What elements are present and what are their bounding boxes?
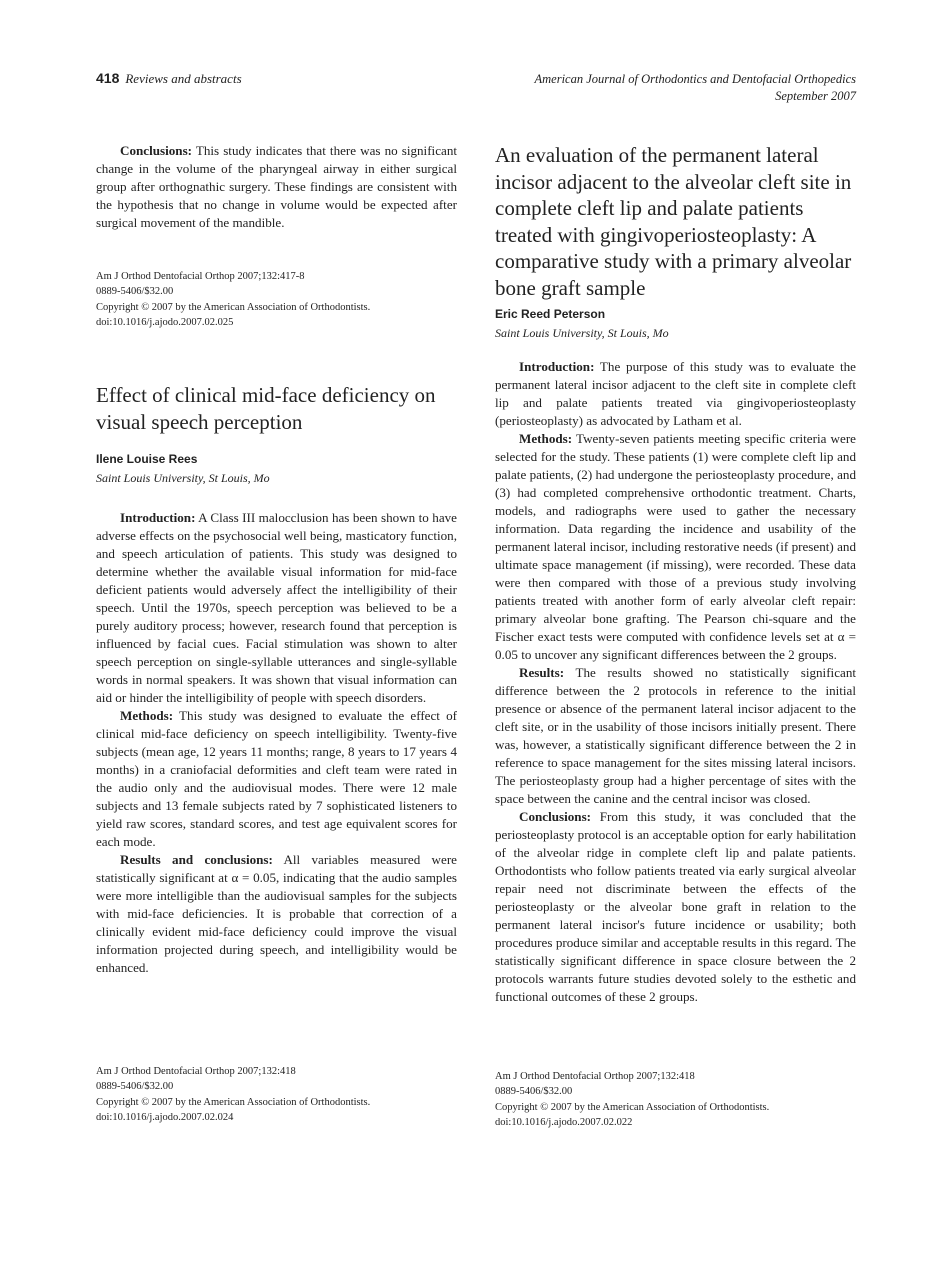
article1-affiliation: Saint Louis University, St Louis, Mo <box>96 471 270 485</box>
article2-copyright: Copyright © 2007 by the American Association of Orthodontists. <box>495 1101 770 1113</box>
article1-footer <box>96 1064 457 1126</box>
prev-citation: Am J Orthod Dentofacial Orthop 2007;132:417-8 <box>96 271 305 282</box>
article1-abstract <box>96 509 457 977</box>
prev-issn: 0889-5406/$32.00 <box>96 286 174 298</box>
article1-methods-label: Methods: <box>120 708 174 723</box>
article2-conclusions-label: Conclusions: <box>519 809 592 824</box>
journal-name: American Journal of Orthodontics and Dentofacial Orthopedics <box>534 72 856 86</box>
article1-intro-label: Introduction: <box>120 510 196 525</box>
article2-intro-paragraph <box>495 358 856 430</box>
article2-methods-label: Methods: <box>519 431 573 446</box>
running-header-right <box>535 71 857 105</box>
article1-copyright: Copyright © 2007 by the American Association of Orthodontists. <box>96 1096 371 1108</box>
article1-results-paragraph <box>96 851 457 977</box>
article2-doi: doi:10.1016/j.ajodo.2007.02.022 <box>495 1117 633 1129</box>
prev-conclusions-label: Conclusions: <box>120 143 193 158</box>
article2-affiliation: Saint Louis University, St Louis, Mo <box>495 326 669 340</box>
article2-footer <box>495 1069 856 1131</box>
article1-citation: Am J Orthod Dentofacial Orthop 2007;132:418 <box>96 1066 296 1077</box>
article2-results-text: The results showed no statistically significant difference between the 2 protocols in reference to the initial presence or absence of the permanent lateral incisor adjacent to the cleft site, or in the usability of those incisors initially present. There was, however, a statistically significant difference between the 2 in reference to space management for the sites missing lateral incisors. The periosteoplasty group had a higher percentage of sites with the space between the canine and the central incisor was closed. <box>495 665 856 806</box>
article1-methods-text: This study was designed to evaluate the effect of clinical mid-face deficiency on speech intelligibility. Twenty-five subjects (mean age, 12 years 11 months; range, 8 years to 17 years 4 months) in a craniofacial deformities and cleft team were rated in the audio only and the audiovisual modes. There were 12 male subjects and 13 female subjects rated by 7 sophisticated listeners to yield raw scores, standard scores, and test age equivalent scores for each mode. <box>96 708 457 849</box>
article1-author: Ilene Louise Rees <box>96 452 198 466</box>
prev-doi: doi:10.1016/j.ajodo.2007.02.025 <box>96 317 234 329</box>
article2-results-label: Results: <box>519 665 565 680</box>
article2-citation: Am J Orthod Dentofacial Orthop 2007;132:418 <box>495 1071 695 1082</box>
article2-intro-text: The purpose of this study was to evaluate the permanent lateral incisor adjacent to the cleft site in complete cleft lip and palate patients treated via gingivoperiosteoplasty (periosteoplasty) as advocated by Latham et al. <box>495 359 856 428</box>
article1-issn: 0889-5406/$32.00 <box>96 1081 174 1093</box>
running-header-left <box>96 70 242 87</box>
article1-intro-text: A Class III malocclusion has been shown to have adverse effects on the psychosocial well being, masticatory function, and speech articulation of patients. This study was designed to determine whether the available visual information for mid-face deficient patients would adversely affect the intelligibility of their speech. Until the 1970s, speech perception was believed to be a purely auditory process; however, research found that perception is influenced by facial cues. Facial stimulation was shown to alter speech perception on single-syllable utterances and single-syllable words in normal speakers. It was shown that visual information can aid or hinder the intelligibility of people with speech disorders. <box>96 510 457 705</box>
article2-title: An evaluation of the permanent lateral incisor adjacent to the alveolar cleft site in complete cleft lip and palate patients treated with gingivoperiosteoplasty: A comparative study with a primary alveolar bone graft sample <box>495 143 852 300</box>
article2-methods-paragraph <box>495 430 856 664</box>
prev-conclusions-paragraph <box>96 142 457 232</box>
issue-date: September 2007 <box>775 89 856 103</box>
article2-intro-label: Introduction: <box>519 359 595 374</box>
article1-intro-paragraph <box>96 509 457 707</box>
prev-conclusions-text: This study indicates that there was no significant change in the volume of the pharyngeal airway in either surgical group after orthognathic surgery. These findings are consistent with the hypothesis that no change in volume would be expected after surgical movement of the mandible. <box>96 143 457 230</box>
article2-conclusions-text: From this study, it was concluded that the periosteoplasty protocol is an acceptable option for early habilitation of the alveolar ridge in complete cleft lip and palate patients. Orthodontists who follow patients treated via early surgical alveolar repair need not discriminate between the effects of the periosteoplasty or the alveolar bone graft in relation to the permanent lateral incisor's future incidence or usability; both procedures produce similar and acceptable results in this regard. The statistically significant difference in space closure between the 2 protocols warrants future studies devoted solely to the esthetic and functional outcomes of these 2 groups. <box>495 809 856 1004</box>
article2-conclusions-paragraph <box>495 808 856 1006</box>
prev-copyright: Copyright © 2007 by the American Association of Orthodontists. <box>96 301 371 313</box>
article2-methods-text: Twenty-seven patients meeting specific criteria were selected for the study. These patients (1) were complete cleft lip and palate patients, (2) had undergone the periosteoplasty procedure, and (3) had completed comprehensive orthodontic treatment. Charts, models, and radiographs were used to gather the necessary information. Data regarding the incidence and usability of the permanent lateral incisor, including restorative needs (if present) and ultimate space management (if missing), were recorded. These data were then compared with those of a previous study involving patients treated with another form of early alveolar cleft repair: primary alveolar bone grafting. The Pearson chi-square and the Fischer exact tests were computed with confidence levels set at α = 0.05 to uncover any significant differences between the 2 groups. <box>495 431 856 662</box>
section-name: Reviews and abstracts <box>125 71 242 86</box>
prev-article-footer <box>96 269 457 331</box>
article1-results-text: All variables measured were statistically significant at α = 0.05, indicating that the audio samples were more intelligible than the audiovisual samples for the subjects with mid-face deficiencies. It is probable that correction of a clinically evident mid-face deficiency could improve the visual information projected during speech, and intelligibility would be enhanced. <box>96 852 457 975</box>
article1-doi: doi:10.1016/j.ajodo.2007.02.024 <box>96 1112 234 1124</box>
article1-title: Effect of clinical mid-face deficiency on visual speech perception <box>96 383 436 434</box>
article1-methods-paragraph <box>96 707 457 851</box>
article2-issn: 0889-5406/$32.00 <box>495 1086 573 1098</box>
page-number: 418 <box>96 70 120 86</box>
article2-results-paragraph <box>495 664 856 808</box>
article1-results-label: Results and conclusions: <box>120 852 273 867</box>
article2-author: Eric Reed Peterson <box>495 307 606 321</box>
article2-abstract <box>495 358 856 1006</box>
